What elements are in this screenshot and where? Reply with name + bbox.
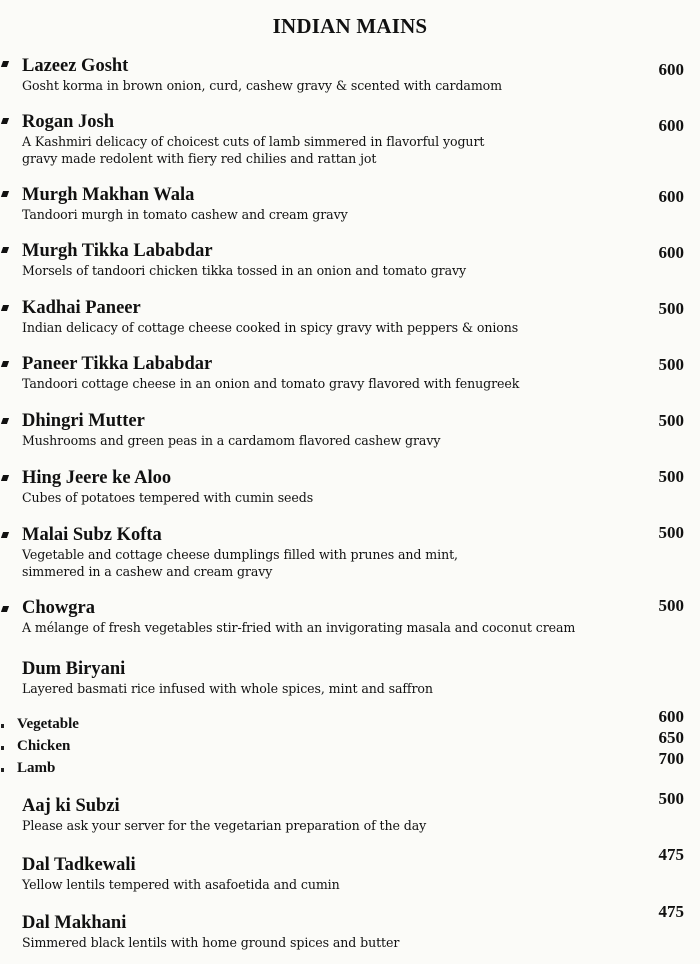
item-price: 500 xyxy=(658,355,684,374)
menu-item xyxy=(22,298,632,336)
bullet-mark xyxy=(1,247,9,253)
item-description: Cubes of potatoes tempered with cumin seeds xyxy=(22,490,314,505)
page-title: INDIAN MAINS xyxy=(272,14,428,38)
item-price: 600 xyxy=(658,187,684,206)
menu-item xyxy=(22,659,632,697)
item-name: Hing Jeere ke Aloo xyxy=(22,468,172,488)
item-price: 500 xyxy=(658,596,684,615)
bullet-mark xyxy=(1,746,4,750)
item-price: 600 xyxy=(658,243,684,262)
bullet-mark xyxy=(1,191,9,197)
item-description: Morsels of tandoori chicken tikka tossed in an onion and tomato gravy xyxy=(22,263,467,278)
item-price: 600 xyxy=(658,60,684,79)
item-description: Simmered black lentils with home ground spices and butter xyxy=(22,935,400,950)
item-description-line2: simmered in a cashew and cream gravy xyxy=(22,564,273,579)
item-description: Tandoori cottage cheese in an onion and tomato gravy flavored with fenugreek xyxy=(22,376,520,391)
bullet-mark xyxy=(1,361,9,367)
menu-item xyxy=(22,796,632,834)
bullet-mark xyxy=(1,418,9,424)
menu-item xyxy=(22,56,632,94)
variant-price: 650 xyxy=(658,728,684,747)
variant-name: Lamb xyxy=(17,760,56,776)
item-description: Indian delicacy of cottage cheese cooked in spicy gravy with peppers & onions xyxy=(22,320,519,335)
menu-item xyxy=(22,855,632,893)
item-name: Dal Tadkewali xyxy=(22,855,136,875)
item-name: Kadhai Paneer xyxy=(22,298,141,318)
item-price: 500 xyxy=(658,411,684,430)
item-name: Chowgra xyxy=(22,598,95,618)
variant-name: Chicken xyxy=(17,738,71,754)
menu-item xyxy=(22,241,632,279)
bullet-mark xyxy=(1,606,9,612)
bullet-mark xyxy=(1,768,4,772)
item-description: A mélange of fresh vegetables stir-fried with an invigorating masala and coconut cream xyxy=(22,620,576,635)
item-description: Vegetable and cottage cheese dumplings filled with prunes and mint, xyxy=(22,547,458,562)
item-price: 500 xyxy=(658,299,684,318)
menu-item xyxy=(22,468,632,506)
item-name: Rogan Josh xyxy=(22,112,115,132)
item-price: 500 xyxy=(658,523,684,542)
item-description: Please ask your server for the vegetarian preparation of the day xyxy=(22,818,427,833)
item-name: Malai Subz Kofta xyxy=(22,525,162,545)
menu-item xyxy=(22,185,632,223)
item-price: 500 xyxy=(658,789,684,808)
bullet-mark xyxy=(1,475,9,481)
bullet-mark xyxy=(1,305,9,311)
item-description: Tandoori murgh in tomato cashew and cream gravy xyxy=(22,207,348,222)
item-name: Dal Makhani xyxy=(22,913,127,933)
menu-item xyxy=(22,411,632,449)
menu-item xyxy=(22,354,632,392)
item-description: Yellow lentils tempered with asafoetida and cumin xyxy=(22,877,340,892)
item-name: Murgh Makhan Wala xyxy=(22,185,195,205)
variant-name: Vegetable xyxy=(17,716,79,732)
item-name: Aaj ki Subzi xyxy=(22,796,120,816)
item-description-line2: gravy made redolent with fiery red chilies and rattan jot xyxy=(22,151,377,166)
item-name: Paneer Tikka Lababdar xyxy=(22,354,213,374)
bullet-mark xyxy=(1,118,9,124)
item-name: Dum Biryani xyxy=(22,659,126,679)
menu-item xyxy=(22,913,632,951)
bullet-mark xyxy=(1,724,4,728)
item-name: Lazeez Gosht xyxy=(22,56,129,76)
bullet-mark xyxy=(1,61,9,67)
menu-item xyxy=(22,525,632,580)
item-price: 500 xyxy=(658,467,684,486)
menu-item xyxy=(22,112,632,167)
item-name: Murgh Tikka Lababdar xyxy=(22,241,213,261)
item-price: 475 xyxy=(658,845,684,864)
item-description: A Kashmiri delicacy of choicest cuts of lamb simmered in flavorful yogurt xyxy=(22,134,485,149)
menu-item xyxy=(22,598,652,636)
variant-price: 700 xyxy=(658,749,684,768)
item-price: 475 xyxy=(658,902,684,921)
item-description: Gosht korma in brown onion, curd, cashew gravy & scented with cardamom xyxy=(22,78,503,93)
item-description: Layered basmati rice infused with whole spices, mint and saffron xyxy=(22,681,433,696)
item-name: Dhingri Mutter xyxy=(22,411,145,431)
item-description: Mushrooms and green peas in a cardamom flavored cashew gravy xyxy=(22,433,441,448)
item-price: 600 xyxy=(658,116,684,135)
bullet-mark xyxy=(1,532,9,538)
variant-price: 600 xyxy=(658,707,684,726)
